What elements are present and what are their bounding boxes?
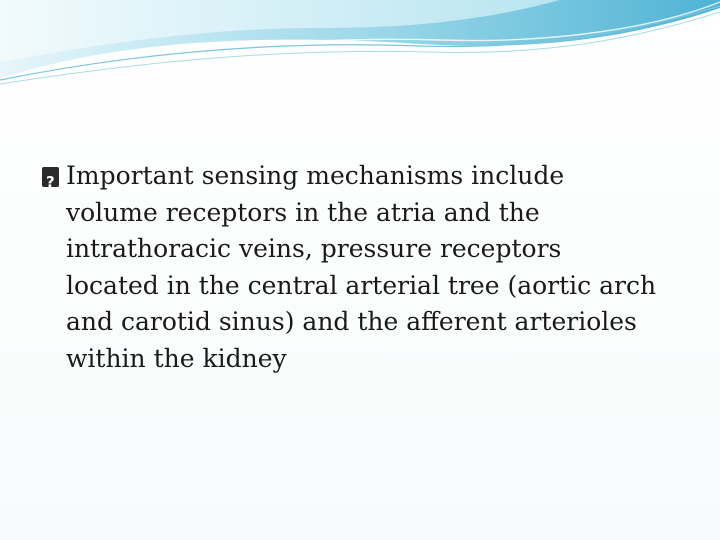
- header-wave-decoration: [0, 0, 720, 90]
- bullet-item: [40, 158, 660, 377]
- bullet-list: [40, 158, 660, 377]
- bullet-text: Important sensing mechanisms include volume receptors in the atria and the intrathoracic veins, pressure receptors located in the central arterial tree (aortic arch and carotid sinus) and the afferent arterioles within the kidney: [66, 161, 657, 373]
- bullet-icon: [42, 167, 59, 187]
